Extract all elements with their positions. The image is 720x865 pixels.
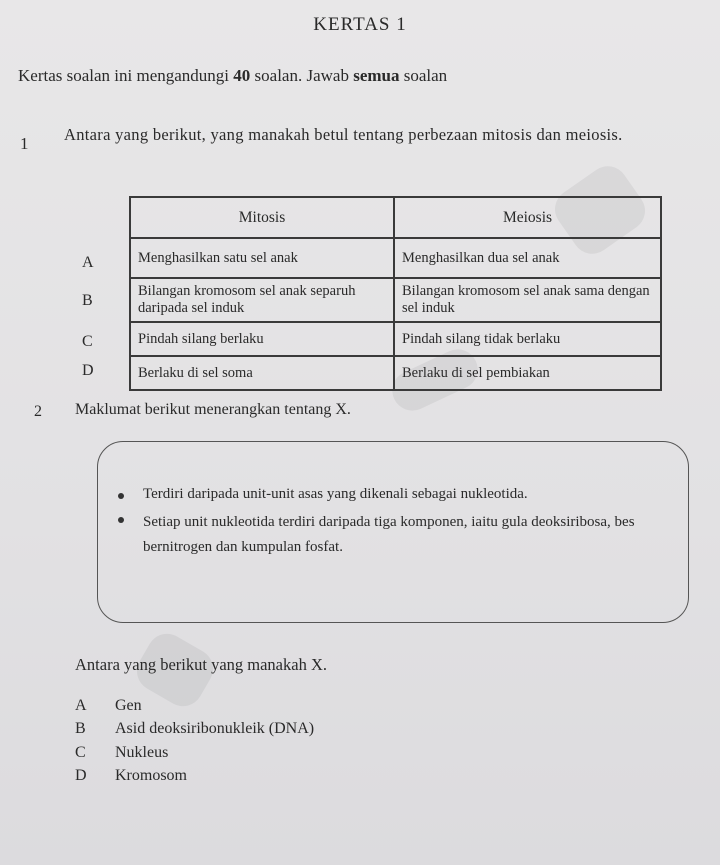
cell-mitosis: Bilangan kromosom sel anak separuh daripada sel induk bbox=[130, 278, 394, 322]
option-letter: B bbox=[75, 720, 86, 737]
option-text: Kromosom bbox=[115, 767, 187, 784]
table-row[interactable] bbox=[130, 238, 661, 278]
table-row[interactable] bbox=[130, 356, 661, 390]
question-1-text: Antara yang berikut, yang manakah betul tentang perbezaan mitosis dan meiosis. bbox=[64, 125, 623, 144]
bullet-icon bbox=[118, 517, 124, 523]
option-text: Nukleus bbox=[115, 744, 169, 761]
q2-option-d[interactable] bbox=[75, 767, 187, 785]
header-mitosis: Mitosis bbox=[130, 197, 394, 238]
table-row[interactable] bbox=[130, 322, 661, 356]
info-bullet-text: Terdiri daripada unit-unit asas yang dikenali sebagai nukleotida. bbox=[143, 486, 528, 502]
q1-option-a-letter[interactable]: A bbox=[82, 254, 94, 271]
mitosis-meiosis-table bbox=[129, 196, 662, 391]
cell-mitosis: Berlaku di sel soma bbox=[130, 356, 394, 390]
option-letter: C bbox=[75, 744, 86, 761]
table-header-row bbox=[130, 197, 661, 238]
option-letter: D bbox=[75, 767, 87, 784]
option-letter: A bbox=[75, 697, 87, 714]
header-meiosis: Meiosis bbox=[394, 197, 661, 238]
q1-option-c-letter[interactable]: C bbox=[82, 333, 93, 350]
q1-option-b-letter[interactable]: B bbox=[82, 292, 93, 309]
cell-meiosis: Pindah silang tidak berlaku bbox=[394, 322, 661, 356]
q1-option-d-letter[interactable]: D bbox=[82, 362, 94, 379]
cell-meiosis: Bilangan kromosom sel anak sama dengan sel induk bbox=[394, 278, 661, 322]
info-bullet-text: Setiap unit nukleotida terdiri daripada tiga komponen, iaitu gula deoksiribosa, bes bernitrogen dan kumpulan fosfat. bbox=[143, 514, 635, 555]
paper-instructions bbox=[18, 66, 698, 86]
intro-text: Kertas soalan ini mengandungi bbox=[18, 66, 234, 85]
cell-mitosis: Menghasilkan satu sel anak bbox=[130, 238, 394, 278]
bullet-icon bbox=[118, 493, 124, 499]
cell-mitosis: Pindah silang berlaku bbox=[130, 322, 394, 356]
question-count: 40 bbox=[233, 66, 251, 85]
option-text: Gen bbox=[115, 697, 142, 714]
question-2-number: 2 bbox=[34, 403, 42, 420]
intro-text: soalan bbox=[399, 66, 448, 85]
option-text: Asid deoksiribonukleik (DNA) bbox=[115, 720, 315, 737]
cell-meiosis: Berlaku di sel pembiakan bbox=[394, 356, 661, 390]
info-box bbox=[97, 441, 689, 623]
table-row[interactable] bbox=[130, 278, 661, 322]
question-1-number: 1 bbox=[20, 134, 29, 153]
question-2-prompt: Antara yang berikut yang manakah X. bbox=[75, 655, 327, 674]
q2-option-b[interactable] bbox=[75, 720, 314, 738]
question-2-text: Maklumat berikut menerangkan tentang X. bbox=[75, 401, 351, 418]
q2-option-c[interactable] bbox=[75, 744, 168, 762]
intro-emphasis: semua bbox=[353, 66, 400, 85]
intro-text: soalan. Jawab bbox=[250, 66, 354, 85]
paper-title: KERTAS 1 bbox=[313, 14, 407, 35]
cell-meiosis: Menghasilkan dua sel anak bbox=[394, 238, 661, 278]
q2-option-a[interactable] bbox=[75, 697, 142, 715]
